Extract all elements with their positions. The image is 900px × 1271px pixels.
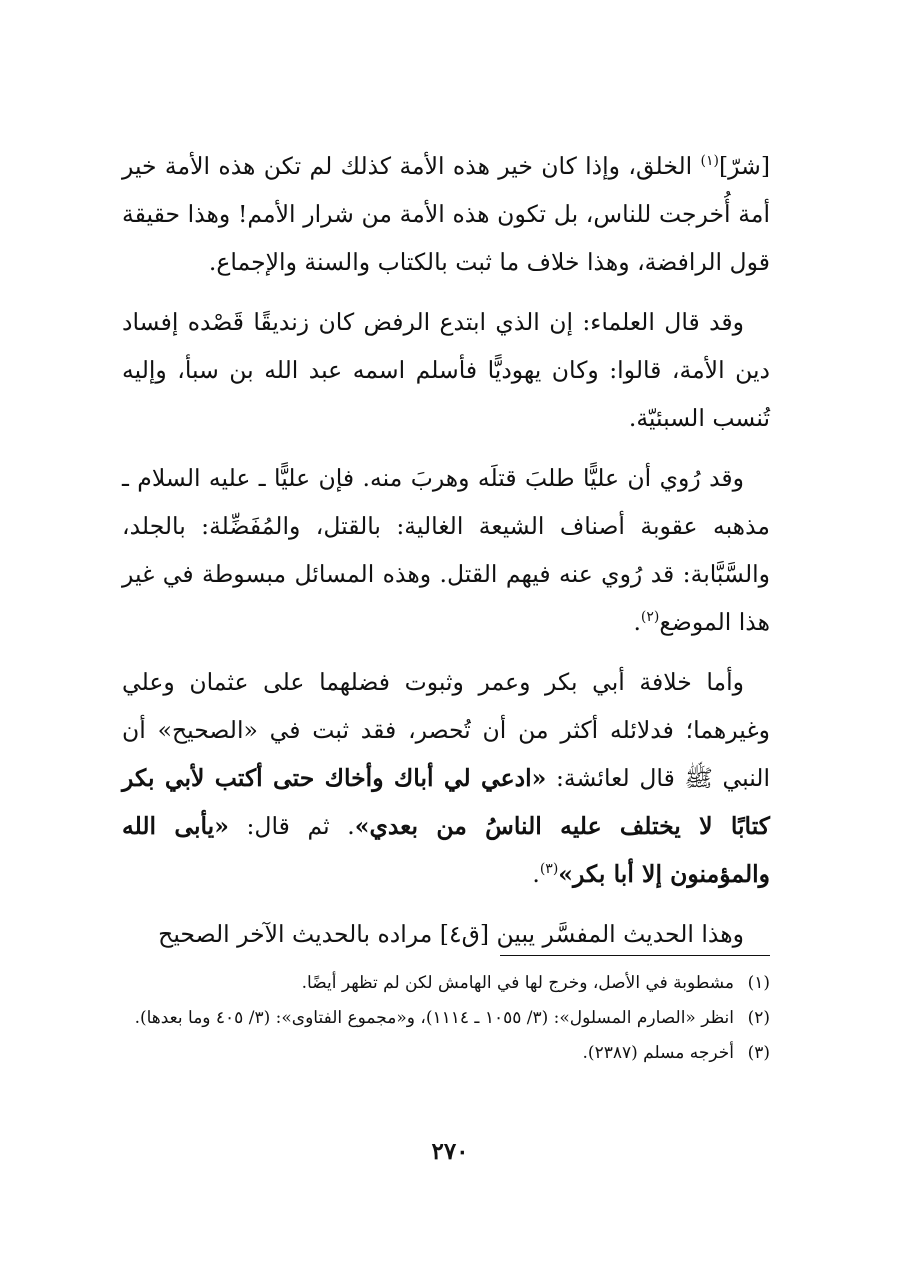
paragraph-text: .: [633, 608, 641, 636]
paragraph-text: .: [532, 860, 540, 888]
footnote-reference: (٢): [640, 609, 660, 626]
footnote-reference: (١): [700, 153, 719, 170]
footnote-number: (٣): [747, 1043, 770, 1063]
footnote-text: أخرجه مسلم (٢٣٨٧).: [582, 1043, 734, 1063]
paragraph-text: وقد رُوي أن عليًّا طلبَ قتلَه وهربَ منه. فإن عليًّا ـ عليه السلام ـ مذهبه عقوبة أصناف الشيعة الغالية: بالقتل، والمُفَضِّلة: بالجلد، والسَّبَّابة: قد رُوي عنه فيهم القتل. وهذه المسائل مبسوطة في غير هذا الموضع: [122, 464, 770, 636]
footnote-number: (٢): [747, 1008, 770, 1028]
footnote-item: [122, 1038, 770, 1069]
paragraph-text: وهذا الحديث المفسَّر يبين [ق٤] مراده بالحديث الآخر الصحيح: [158, 920, 744, 948]
paragraph: [122, 910, 770, 958]
footnotes-section: [122, 968, 770, 1073]
footnote-text: انظر «الصارم المسلول»: (٣/ ١٠٥٥ ـ ١١١٤)، و«مجموع الفتاوى»: (٣/ ٤٠٥ وما بعدها).: [134, 1008, 734, 1028]
page-number: ٢٧٠: [431, 1138, 469, 1165]
footnote-item: [122, 1003, 770, 1034]
footnote-text: مشطوبة في الأصل، وخرج لها في الهامش لكن لم تظهر أيضًا.: [301, 973, 734, 993]
paragraph-text: [شرّ]: [719, 152, 770, 180]
footnote-item: [122, 968, 770, 999]
paragraph-text: وقد قال العلماء: إن الذي ابتدع الرفض كان زنديقًا قَصْده إفساد دين الأمة، قالوا: وكان يهوديًّا فأسلم اسمه عبد الله بن سبأ، وإليه تُنسب السبئيّة.: [122, 308, 770, 432]
paragraph-text: وأما خلافة أبي بكر وعمر وثبوت فضلهما على عثمان وعلي وغيرهما؛ فدلائله أكثر من أن تُحصر، فقد ثبت في «الصحيح» أن النبي ﷺ قال لعائشة:: [122, 668, 770, 792]
main-text-body: [122, 142, 770, 970]
footnote-separator-line: [500, 955, 770, 956]
paragraph: [122, 298, 770, 442]
footnote-reference: (٣): [539, 861, 559, 878]
paragraph: [122, 454, 770, 646]
paragraph-text: الخلق، وإذا كان خير هذه الأمة كذلك لم تكن هذه الأمة خير أمة أُخرجت للناس، بل تكون هذه الأمة من شرار الأمم! وهذا حقيقة قول الرافضة، وهذا خلاف ما ثبت بالكتاب والسنة والإجماع.: [122, 152, 770, 276]
hadith-quote: «ادعي لي أباك وأخاك حتى أكتب لأبي بكر كتابًا لا يختلف عليه الناسُ من بعدي»: [122, 764, 770, 840]
hadith-quote: «يأبى الله والمؤمنون إلا أبا بكر»: [122, 812, 770, 888]
footnote-number: (١): [747, 973, 770, 993]
paragraph: [122, 142, 770, 286]
paragraph: [122, 658, 770, 898]
paragraph-text: . ثم قال:: [228, 812, 355, 840]
